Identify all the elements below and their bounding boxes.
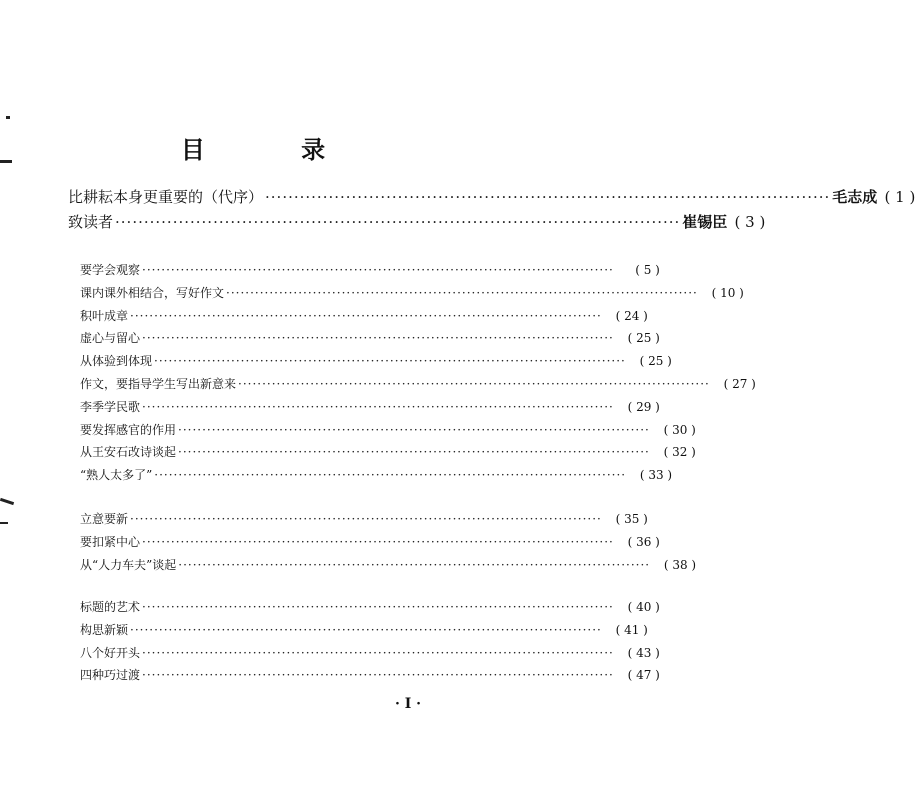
entry-page: ( 32 ) bbox=[663, 445, 696, 459]
toc-entry bbox=[80, 644, 660, 661]
entry-title: 从王安石改诗谈起 bbox=[80, 445, 177, 459]
scan-mark bbox=[0, 498, 14, 505]
dot-leader: ·································································································· bbox=[115, 213, 681, 231]
entry-title: 构思新颖 bbox=[80, 623, 129, 637]
toc-entry bbox=[68, 211, 766, 232]
toc-entry bbox=[80, 533, 660, 550]
scan-mark bbox=[0, 160, 12, 163]
dot-leader: ·································································································· bbox=[142, 668, 614, 682]
toc-entry bbox=[80, 556, 697, 573]
entry-page: ( 3 ) bbox=[734, 213, 766, 231]
dot-leader: ·································································································· bbox=[142, 646, 614, 660]
toc-entry bbox=[80, 284, 744, 301]
toc-entry bbox=[80, 621, 648, 638]
entry-title: 要学会观察 bbox=[80, 263, 141, 277]
entry-page: ( 43 ) bbox=[627, 646, 660, 660]
entry-title: 致读者 bbox=[68, 213, 114, 231]
dot-leader: ·································································································· bbox=[142, 600, 614, 614]
entry-page: ( 30 ) bbox=[663, 423, 696, 437]
dot-leader: ·································································································· bbox=[142, 400, 614, 414]
entry-page: ( 33 ) bbox=[639, 468, 673, 482]
entry-page: ( 47 ) bbox=[627, 668, 660, 682]
entry-author: 崔锡臣 bbox=[682, 213, 728, 231]
entry-page: ( 24 ) bbox=[615, 309, 648, 323]
entry-title: 李季学民歌 bbox=[80, 400, 141, 414]
toc-entry bbox=[80, 466, 673, 483]
toc-entry bbox=[80, 510, 648, 527]
entry-title: 比耕耘本身更重要的（代序） bbox=[68, 188, 264, 206]
toc-entry bbox=[80, 307, 648, 324]
entry-title: 从“人力车夫”谈起 bbox=[80, 558, 177, 572]
entry-title: 四种巧过渡 bbox=[80, 668, 141, 682]
toc-entry bbox=[80, 421, 696, 438]
entry-title: 从体验到体现 bbox=[80, 354, 153, 368]
entry-page: ( 25 ) bbox=[627, 331, 660, 345]
entry-title: 虚心与留心 bbox=[80, 331, 141, 345]
dot-leader: ·································································································· bbox=[130, 512, 602, 526]
scan-mark bbox=[6, 116, 10, 119]
dot-leader: ·································································································· bbox=[178, 423, 650, 437]
entry-page: ( 35 ) bbox=[615, 512, 648, 526]
entry-author: 毛志成 bbox=[832, 188, 878, 206]
toc-entry bbox=[68, 186, 915, 207]
entry-page: ( 25 ) bbox=[639, 354, 672, 368]
entry-title: 要扣紧中心 bbox=[80, 535, 141, 549]
entry-page: ( 29 ) bbox=[627, 400, 660, 414]
dot-leader: ·································································································· bbox=[130, 309, 602, 323]
dot-leader: ·································································································· bbox=[226, 286, 698, 300]
toc-entry bbox=[80, 398, 660, 415]
dot-leader: ·································································································· bbox=[154, 354, 626, 368]
entry-page: ( 41 ) bbox=[615, 623, 648, 637]
toc-entry bbox=[80, 352, 672, 369]
entry-title: 标题的艺术 bbox=[80, 600, 141, 614]
dot-leader: ·································································································· bbox=[178, 558, 651, 572]
dot-leader: ·································································································· bbox=[178, 445, 650, 459]
entry-title: 八个好开头 bbox=[80, 646, 141, 660]
dot-leader: ·································································································· bbox=[154, 468, 627, 482]
toc-entry bbox=[80, 329, 660, 346]
dot-leader: ·································································································· bbox=[238, 377, 710, 391]
dot-leader: ·································································································· bbox=[130, 623, 602, 637]
toc-entry bbox=[80, 598, 660, 615]
entry-page: ( 38 ) bbox=[663, 558, 697, 572]
page-number: · I · bbox=[394, 696, 422, 712]
entry-title: 积叶成章 bbox=[80, 309, 129, 323]
toc-entry bbox=[80, 261, 660, 278]
dot-leader: ·································································································· bbox=[265, 188, 831, 206]
dot-leader: ·································································································· bbox=[142, 331, 614, 345]
scan-mark bbox=[0, 522, 8, 524]
entry-title: 要发挥感官的作用 bbox=[80, 423, 177, 437]
entry-page: ( 36 ) bbox=[627, 535, 660, 549]
entry-page: ( 40 ) bbox=[627, 600, 660, 614]
entry-page: ( 1 ) bbox=[884, 188, 915, 206]
entry-title: 课内课外相结合，写好作文 bbox=[80, 286, 225, 300]
toc-entry bbox=[80, 443, 696, 460]
entry-title: “熟人太多了” bbox=[80, 468, 153, 482]
dot-leader: ·································································································· bbox=[142, 535, 614, 549]
toc-entry bbox=[80, 666, 660, 683]
entry-title: 立意要新 bbox=[80, 512, 129, 526]
entry-page: ( 27 ) bbox=[723, 377, 756, 391]
entry-page: ( 5 ) bbox=[635, 263, 660, 277]
toc-entry bbox=[80, 375, 756, 392]
dot-leader: ·································································································· bbox=[142, 263, 614, 277]
page-title: 目 录 bbox=[180, 135, 370, 164]
entry-page: ( 10 ) bbox=[711, 286, 744, 300]
entry-title: 作文，要指导学生写出新意来 bbox=[80, 377, 237, 391]
